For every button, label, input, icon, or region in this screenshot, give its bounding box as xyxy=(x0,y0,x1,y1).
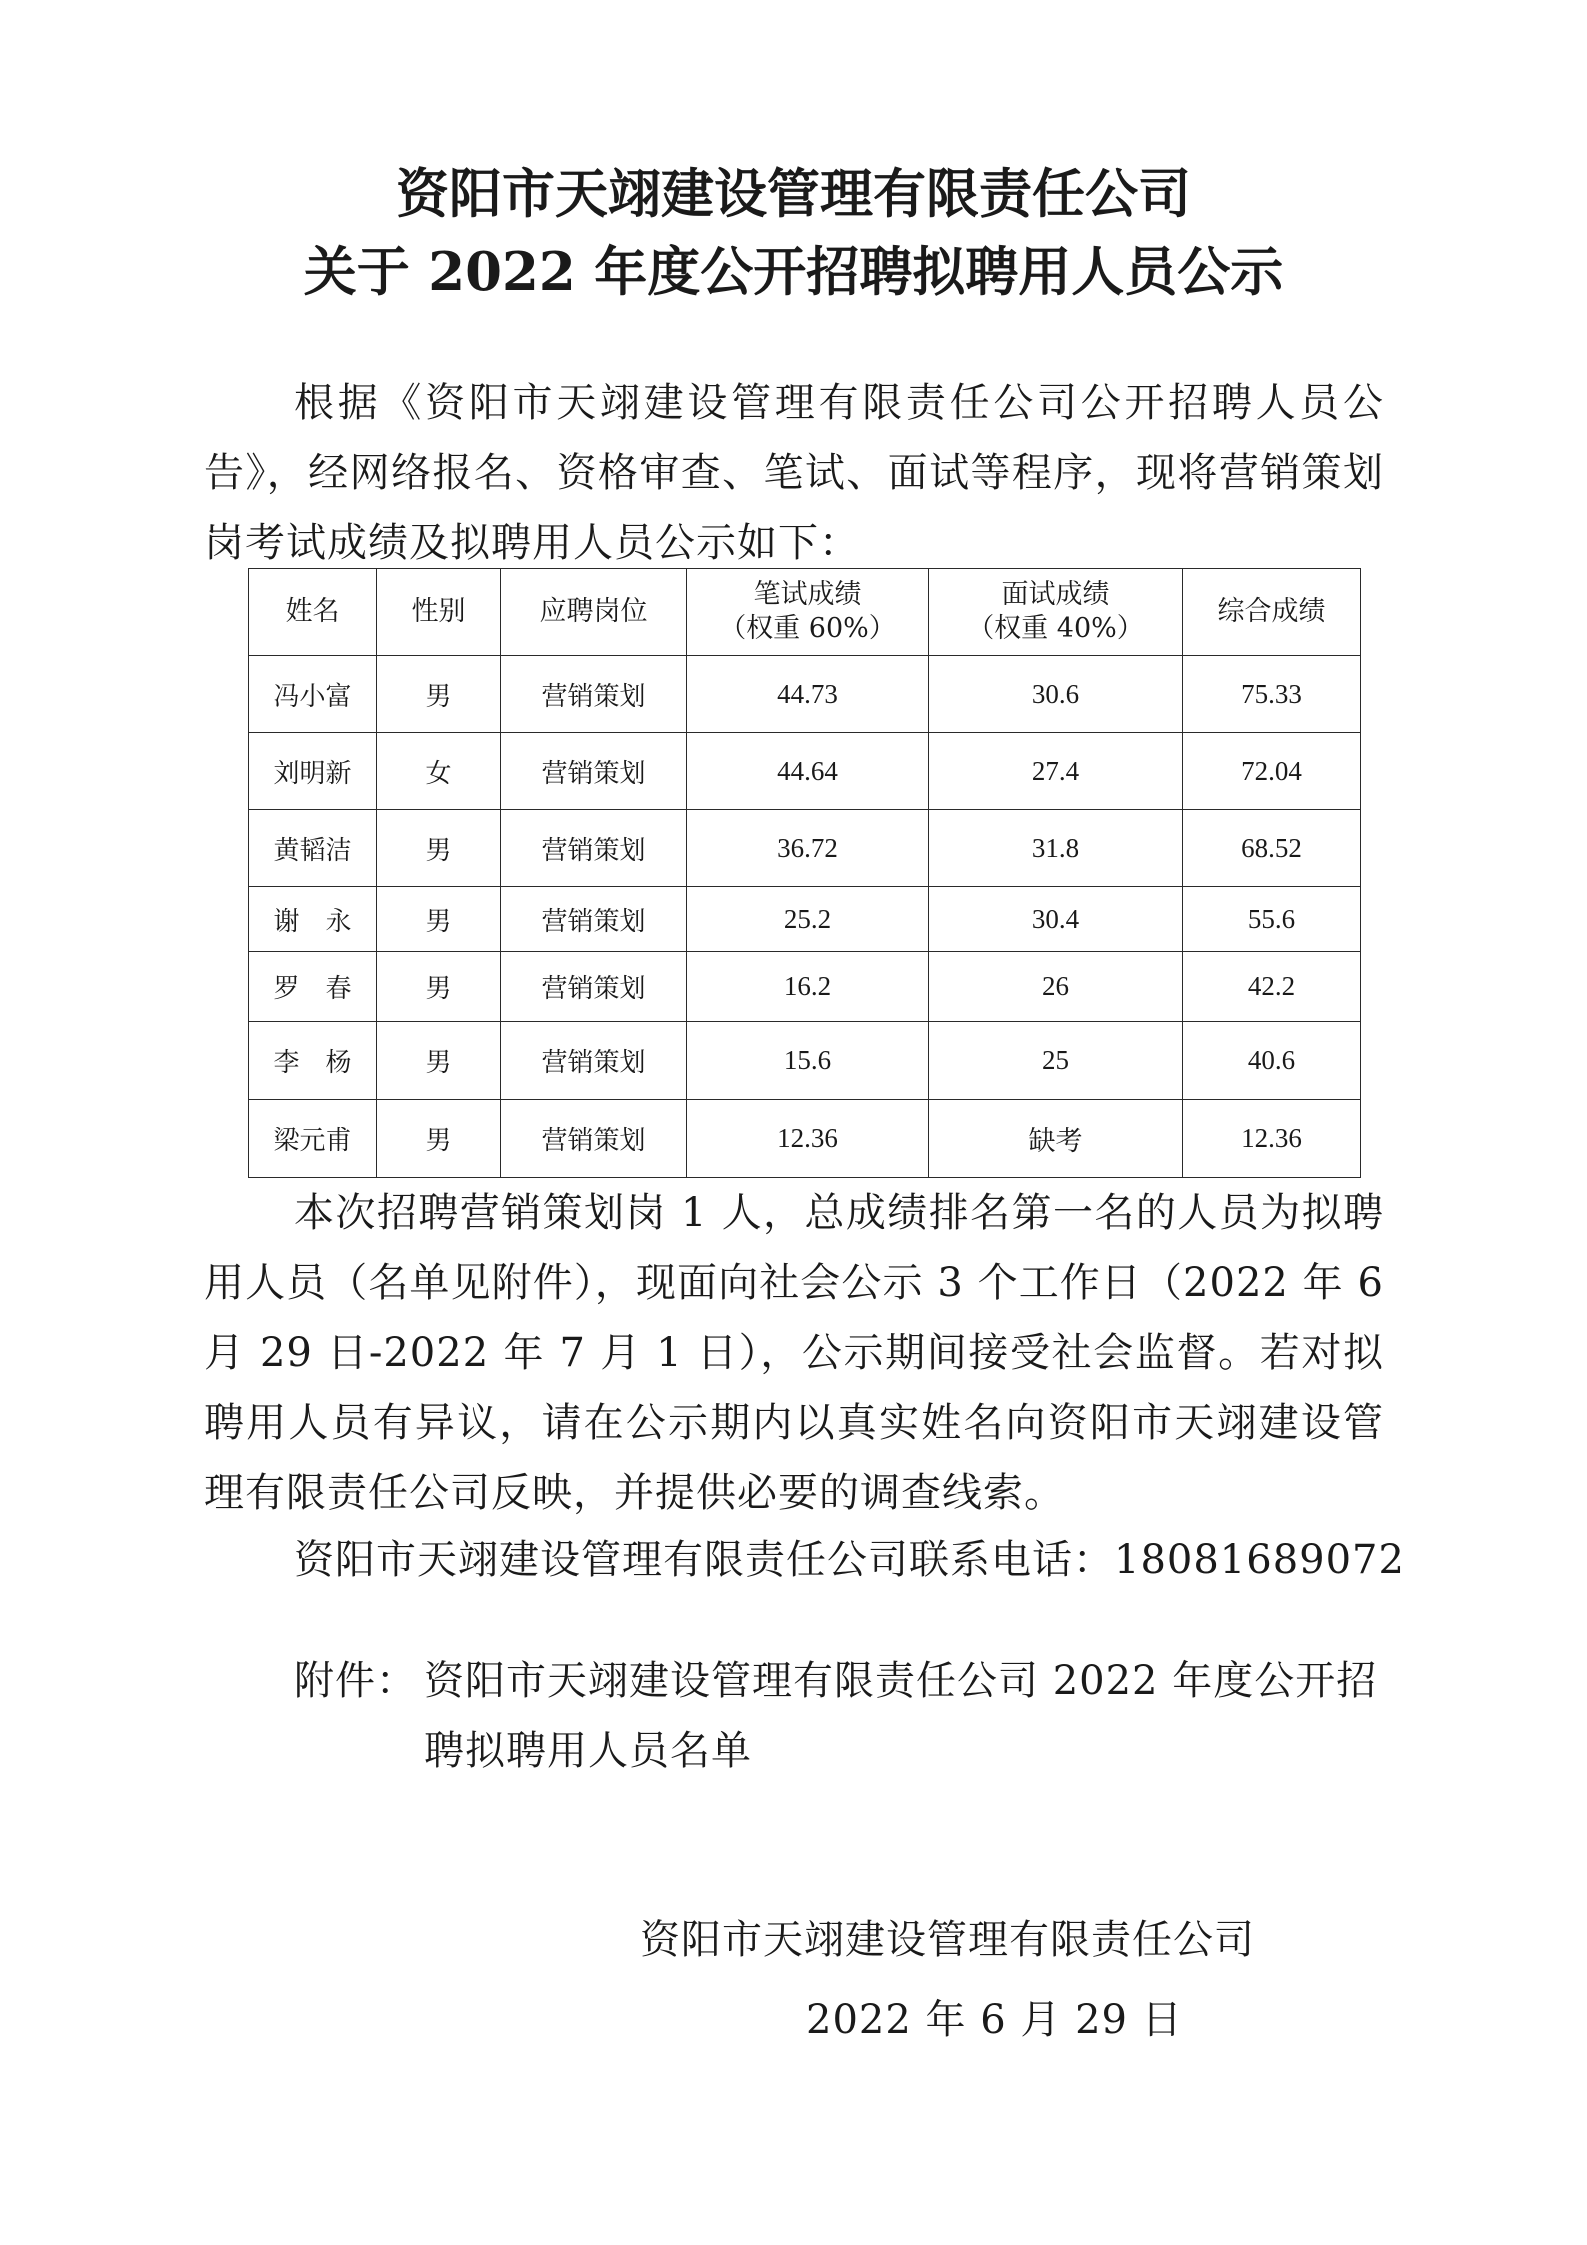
table-row xyxy=(249,810,1361,887)
cell-total: 42.2 xyxy=(1183,952,1361,1022)
header-position: 应聘岗位 xyxy=(501,569,687,656)
cell-written: 44.73 xyxy=(687,656,929,733)
cell-position: 营销策划 xyxy=(501,656,687,733)
cell-gender: 男 xyxy=(377,1100,501,1178)
attachment-text: 资阳市天翊建设管理有限责任公司 2022 年度公开招聘拟聘用人员名单 xyxy=(424,1658,1378,1774)
cell-name: 梁元甫 xyxy=(249,1100,377,1178)
cell-name: 冯小富 xyxy=(249,656,377,733)
cell-gender: 男 xyxy=(377,1022,501,1100)
header-written-weight: （权重 60%） xyxy=(719,613,896,644)
table-header-row xyxy=(249,569,1361,656)
cell-interview: 30.6 xyxy=(929,656,1183,733)
cell-written: 25.2 xyxy=(687,887,929,952)
header-name: 姓名 xyxy=(249,569,377,656)
cell-gender: 男 xyxy=(377,656,501,733)
header-gender: 性别 xyxy=(377,569,501,656)
header-interview-title: 面试成绩 xyxy=(1001,579,1110,610)
cell-interview: 31.8 xyxy=(929,810,1183,887)
cell-position: 营销策划 xyxy=(501,1022,687,1100)
signature-date: 2022 年 6 月 29 日 xyxy=(806,1997,1183,2043)
cell-name: 罗 春 xyxy=(249,952,377,1022)
table-row xyxy=(249,887,1361,952)
table-row xyxy=(249,1022,1361,1100)
cell-gender: 男 xyxy=(377,810,501,887)
cell-total: 12.36 xyxy=(1183,1100,1361,1178)
cell-interview: 25 xyxy=(929,1022,1183,1100)
title-line-1: 资阳市天翊建设管理有限责任公司 xyxy=(396,163,1191,225)
cell-name: 刘明新 xyxy=(249,733,377,810)
cell-written: 36.72 xyxy=(687,810,929,887)
cell-written: 44.64 xyxy=(687,733,929,810)
cell-interview: 26 xyxy=(929,952,1183,1022)
cell-total: 68.52 xyxy=(1183,810,1361,887)
body-paragraph: 本次招聘营销策划岗 1 人，总成绩排名第一名的人员为拟聘用人员（名单见附件），现面向社会公示 3 个工作日（2022 年 6 月 29 日-2022 年 7 月 1 日），公示期间接受社会监督。若对拟聘用人员有异议，请在公示期内以真实姓名向资阳市天翊建设管理有限责任公司反映，并提供必要的调查线索。 xyxy=(204,1190,1384,1516)
table-row xyxy=(249,1100,1361,1178)
cell-name: 黄韬洁 xyxy=(249,810,377,887)
cell-interview: 27.4 xyxy=(929,733,1183,810)
cell-name: 李 杨 xyxy=(249,1022,377,1100)
table-row xyxy=(249,656,1361,733)
cell-interview: 30.4 xyxy=(929,887,1183,952)
header-interview-weight: （权重 40%） xyxy=(967,613,1144,644)
cell-total: 75.33 xyxy=(1183,656,1361,733)
intro-paragraph: 根据《资阳市天翊建设管理有限责任公司公开招聘人员公告》，经网络报名、资格审查、笔试、面试等程序，现将营销策划岗考试成绩及拟聘用人员公示如下： xyxy=(204,380,1384,566)
cell-total: 40.6 xyxy=(1183,1022,1361,1100)
cell-position: 营销策划 xyxy=(501,952,687,1022)
cell-total: 55.6 xyxy=(1183,887,1361,952)
cell-gender: 男 xyxy=(377,952,501,1022)
signature-org: 资阳市天翊建设管理有限责任公司 xyxy=(640,1917,1255,1963)
contact-phone: 资阳市天翊建设管理有限责任公司联系电话：18081689072 xyxy=(294,1537,1405,1583)
cell-gender: 女 xyxy=(377,733,501,810)
title-line-2: 关于 2022 年度公开招聘拟聘用人员公示 xyxy=(303,241,1284,303)
cell-position: 营销策划 xyxy=(501,1100,687,1178)
header-interview xyxy=(929,569,1183,656)
cell-written: 12.36 xyxy=(687,1100,929,1178)
cell-name: 谢 永 xyxy=(249,887,377,952)
header-written xyxy=(687,569,929,656)
cell-written: 16.2 xyxy=(687,952,929,1022)
header-written-title: 笔试成绩 xyxy=(753,579,862,610)
table-row xyxy=(249,952,1361,1022)
cell-position: 营销策划 xyxy=(501,733,687,810)
score-table xyxy=(248,568,1361,1178)
cell-total: 72.04 xyxy=(1183,733,1361,810)
header-total: 综合成绩 xyxy=(1183,569,1361,656)
attachment-label: 附件： xyxy=(294,1658,417,1704)
cell-position: 营销策划 xyxy=(501,887,687,952)
cell-position: 营销策划 xyxy=(501,810,687,887)
cell-gender: 男 xyxy=(377,887,501,952)
cell-written: 15.6 xyxy=(687,1022,929,1100)
cell-interview: 缺考 xyxy=(929,1100,1183,1178)
table-row xyxy=(249,733,1361,810)
